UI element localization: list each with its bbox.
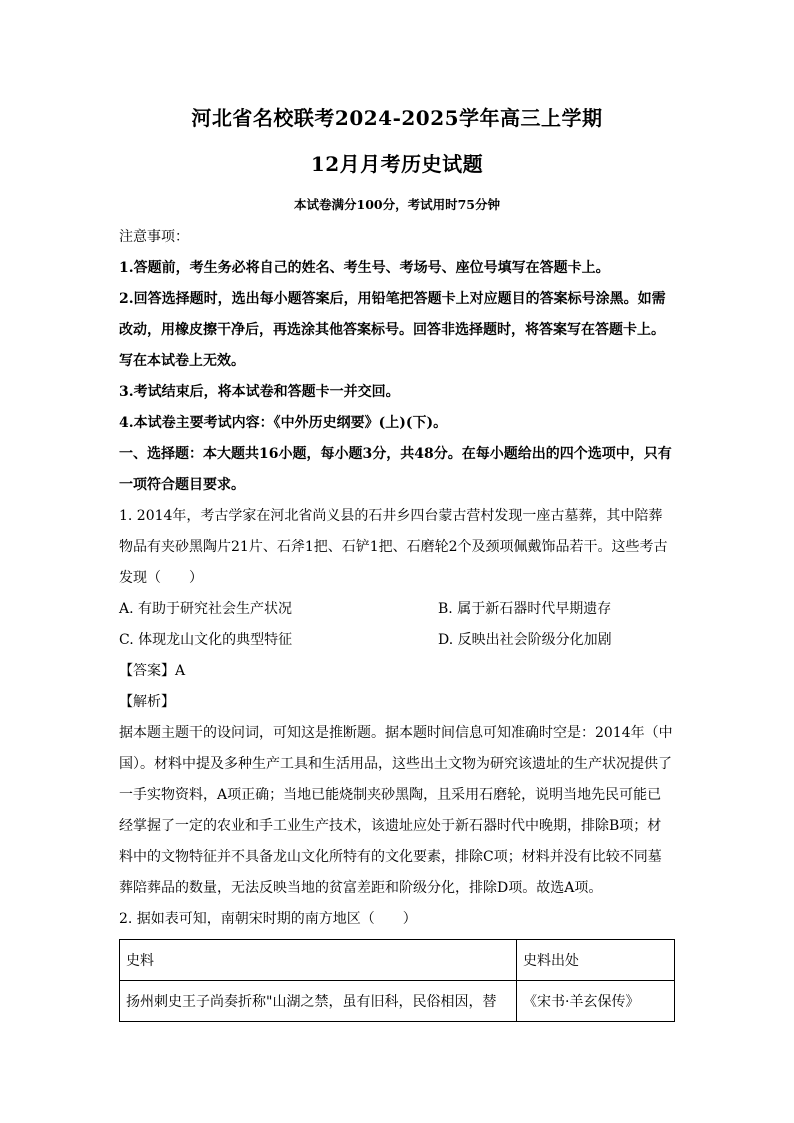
option-b: B. 属于新石器时代早期遗存 — [438, 601, 612, 617]
exam-info: 本试卷满分100分，考试用时75分钟 — [294, 197, 500, 212]
table-row — [120, 940, 675, 981]
notice-item-1: 1.答题前，考生务必将自己的姓名、考生号、考场号、座位号填写在答题卡上。 — [119, 260, 610, 276]
notice-heading: 注意事项： — [119, 229, 189, 245]
option-a: A. 有助于研究社会生产状况 — [119, 601, 293, 617]
table-header-source: 史料 — [120, 940, 517, 981]
table-cell-source: 扬州刺史王子尚奏折称"山湖之禁，虽有旧科，民俗相因，替 — [120, 981, 517, 1022]
question-1-analysis: 据本题主题干的设问词，可知这是推断题。据本题时间信息可知准确时空是：2014年（中国）。材料中提及多种生产工具和生活用品，这些出土文物为研究该遗址的生产状况提供了一手实物资料，A项正确；当地已能烧制夹砂黑陶，且采用石磨轮，说明当地先民可能已经掌握了一定的农业和手工业生产技术，该遗址应处于新石器时代中晚期，排除B项；材料中的文物特征并不具备龙山文化所特有的文化要素，排除C项；材料并没有比较不同墓葬陪葬品的数量，无法反映当地的贫富差距和阶级分化，排除D项。故选A项。 — [119, 725, 673, 896]
option-d: D. 反映出社会阶级分化加剧 — [438, 632, 612, 648]
section-heading: 一、选择题：本大题共16小题，每小题3分，共48分。在每小题给出的四个选项中，只有一项符合题目要求。 — [119, 446, 672, 493]
table-header-origin: 史料出处 — [517, 940, 675, 981]
question-1-analysis-label: 【解析】 — [119, 694, 175, 710]
notice-item-2: 2.回答选择题时，选出每小题答案后，用铅笔把答题卡上对应题目的答案标号涂黑。如需改动，用橡皮擦干净后，再选涂其他答案标号。回答非选择题时，将答案写在答题卡上。写在本试卷上无效。 — [119, 291, 666, 369]
table-cell-origin: 《宋书·羊玄保传》 — [517, 981, 675, 1022]
question-1-options — [119, 594, 675, 656]
table-row — [120, 981, 675, 1022]
question-1-answer: 【答案】A — [119, 663, 186, 679]
exam-title-line1: 河北省名校联考2024-2025学年高三上学期 — [191, 106, 603, 130]
option-c: C. 体现龙山文化的典型特征 — [119, 632, 293, 648]
question-1-stem: 1. 2014年，考古学家在河北省尚义县的石井乡四台蒙古营村发现一座古墓葬，其中陪葬物品有夹砂黑陶片21片、石斧1把、石铲1把、石磨轮2个及颈项佩戴饰品若干。这些考古发现（ ） — [119, 508, 668, 586]
source-table — [119, 939, 675, 1022]
notice-item-3: 3.考试结束后，将本试卷和答题卡一并交回。 — [119, 384, 400, 400]
page-content — [119, 100, 675, 1022]
exam-title-line2: 12月月考历史试题 — [310, 152, 484, 176]
question-2-stem: 2. 据如表可知，南朝宋时期的南方地区（ ） — [119, 911, 417, 927]
notice-item-4: 4.本试卷主要考试内容：《中外历史纲要》(上)(下)。 — [119, 415, 448, 431]
